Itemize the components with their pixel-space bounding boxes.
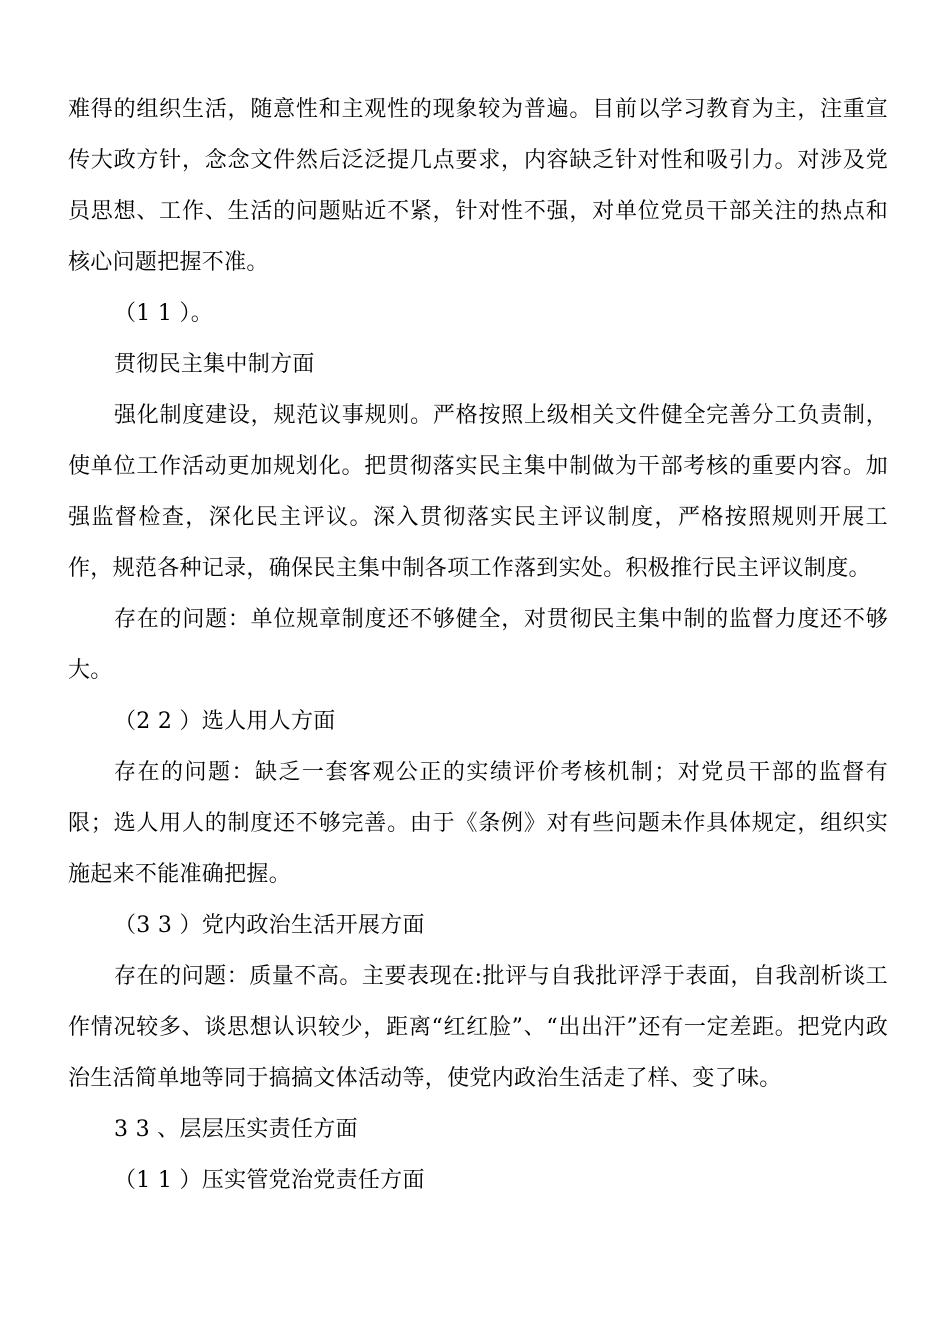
paragraph-1: 难得的组织生活，随意性和主观性的现象较为普遍。目前以学习教育为主，注重宣传大政方针，念念文件然后泛泛提几点要求，内容缺乏针对性和吸引力。对涉及党员思想、工作、生活的问题贴近不紧，针对性不强，对单位党员干部关注的热点和核心问题把握不准。 (68, 97, 888, 275)
paragraph-8: （3 3 ）党内政治生活开展方面 (114, 913, 425, 938)
paragraph-9: 存在的问题：质量不高。主要表现在:批评与自我批评浮于表面，自我剖析谈工作情况较多、谈思想认识较少，距离“红红脸”、“出出汗”还有一定差距。把党内政治生活简单地等同于搞搞文体活动等，使党内政治生活走了样、变了味。 (68, 964, 888, 1091)
paragraph-6: （2 2 ）选人用人方面 (114, 709, 336, 734)
paragraph-11: （1 1 ）压实管党治党责任方面 (114, 1168, 425, 1193)
paragraph-2: （1 1 ）。 (114, 301, 214, 326)
paragraph-4: 强化制度建设，规范议事规则。严格按照上级相关文件健全完善分工负责制，使单位工作活动更加规划化。把贯彻落实民主集中制做为干部考核的重要内容。加强监督检查，深化民主评议。深入贯彻落实民主评议制度，严格按照规则开展工作，规范各种记录，确保民主集中制各项工作落到实处。积极推行民主评议制度。 (68, 403, 888, 581)
paragraph-5: 存在的问题：单位规章制度还不够健全，对贯彻民主集中制的监督力度还不够大。 (68, 607, 888, 683)
paragraph-10: 3 3 、层层压实责任方面 (114, 1117, 358, 1142)
paragraph-7: 存在的问题：缺乏一套客观公正的实绩评价考核机制；对党员干部的监督有限；选人用人的制度还不够完善。由于《条例》对有些问题未作具体规定，组织实施起来不能准确把握。 (68, 760, 888, 887)
paragraph-3: 贯彻民主集中制方面 (114, 352, 315, 377)
